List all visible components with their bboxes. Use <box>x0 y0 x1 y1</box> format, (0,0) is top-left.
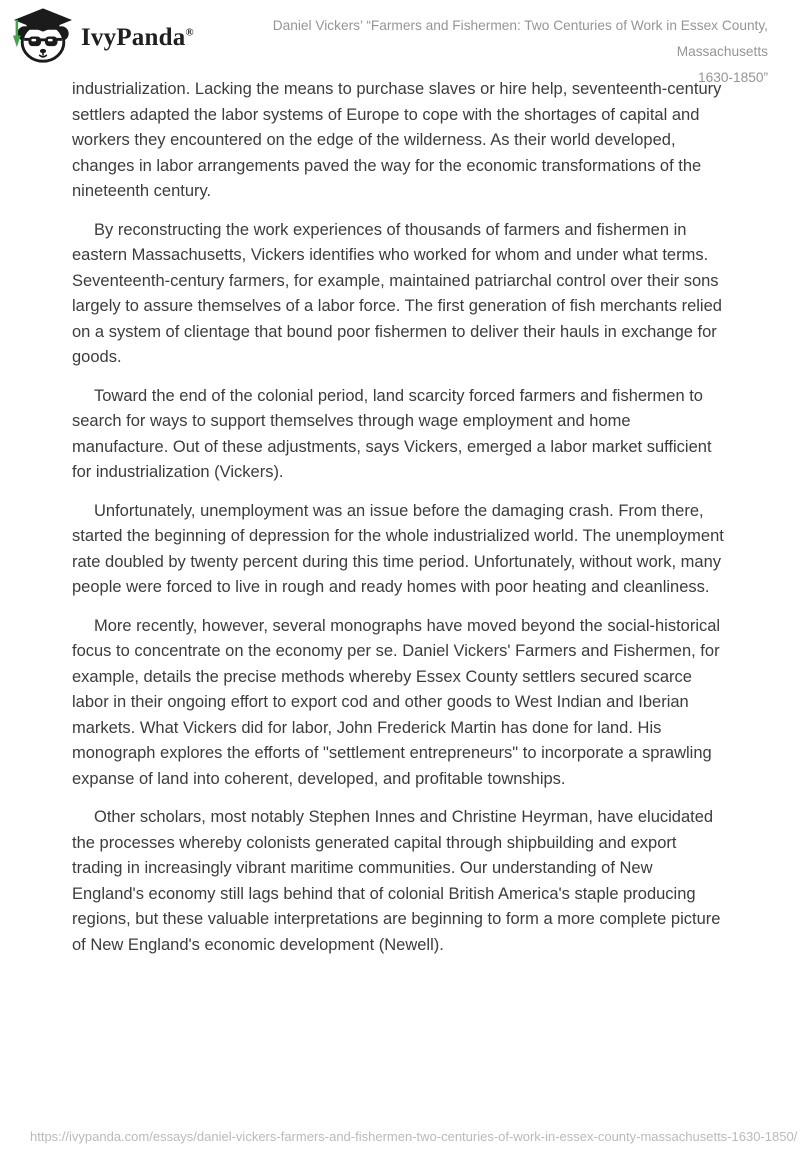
essay-paragraph: More recently, however, several monographs have moved beyond the social-historical focus to concentrate on the economy per se. Daniel Vickers' Farmers and Fishermen, for example, details the precise methods whereby Essex County settlers secured scarce labor in their ongoing effort to export cod and other goods to West Indian and Iberian markets. What Vickers did for labor, John Frederick Martin has done for land. His monograph explores the efforts of "settlement entrepreneurs" to incorporate a sprawling expanse of land into coherent, developed, and profitable townships. <box>72 616 721 788</box>
essay-paragraph: Other scholars, most notably Stephen Innes and Christine Heyrman, have elucidated the processes whereby colonists generated capital through shipbuilding and export trading in increasingly vibrant maritime communities. Our understanding of New England's economy still lags behind that of colonial British America's staple producing regions, but these valuable interpretations are beginning to form a more complete picture of New England's economic development (Newell). <box>72 808 721 954</box>
brand-text: IvyPanda <box>81 24 186 51</box>
registered-mark: ® <box>185 26 194 39</box>
essay-body <box>72 77 727 971</box>
document-title-line2: 1630-1850” <box>697 70 768 85</box>
essay-paragraph: By reconstructing the work experiences of thousands of farmers and fishermen in eastern Massachusetts, Vickers identifies who worked for whom and under what terms. Seventeenth-century farmers, for example, maintained patriarchal control over their sons largely to assure themselves of a labor force. The first generation of fish merchants relied on a system of clientage that bound poor fishermen to deliver their hauls in exchange for goods. <box>72 220 722 366</box>
essay-paragraph: industrialization. Lacking the means to purchase slaves or hire help, seventeenth-century settlers adapted the labor systems of Europe to cope with the shortages of capital and workers they encountered on the edge of the wilderness. As their world developed, changes in labor arrangements paved the way for the economic transformations of the nineteenth century. <box>72 80 722 200</box>
page-header <box>0 0 800 85</box>
document-title-line1: Daniel Vickers’ “Farmers and Fishermen: Two Centuries of Work in Essex County, Massachusetts <box>272 18 768 59</box>
brand-name <box>81 21 194 50</box>
ivypanda-logo <box>12 7 194 64</box>
essay-paragraph: Unfortunately, unemployment was an issue before the damaging crash. From there, started the beginning of depression for the whole industrialized world. The unemployment rate doubled by twenty percent during this time period. Unfortunately, without work, many people were forced to live in rough and ready homes with poor heating and cleanliness. <box>72 501 724 596</box>
essay-paragraph: Toward the end of the colonial period, land scarcity forced farmers and fishermen to search for ways to support themselves through wage employment and home manufacture. Out of these adjustments, says Vickers, emerged a labor market sufficient for industrialization (Vickers). <box>72 386 712 481</box>
panda-graduate-icon <box>12 7 74 64</box>
source-url: https://ivypanda.com/essays/daniel-vickers-farmers-and-fishermen-two-centuries-of-work-in-essex-county-massachusetts-1630-1850/ <box>30 1129 798 1144</box>
